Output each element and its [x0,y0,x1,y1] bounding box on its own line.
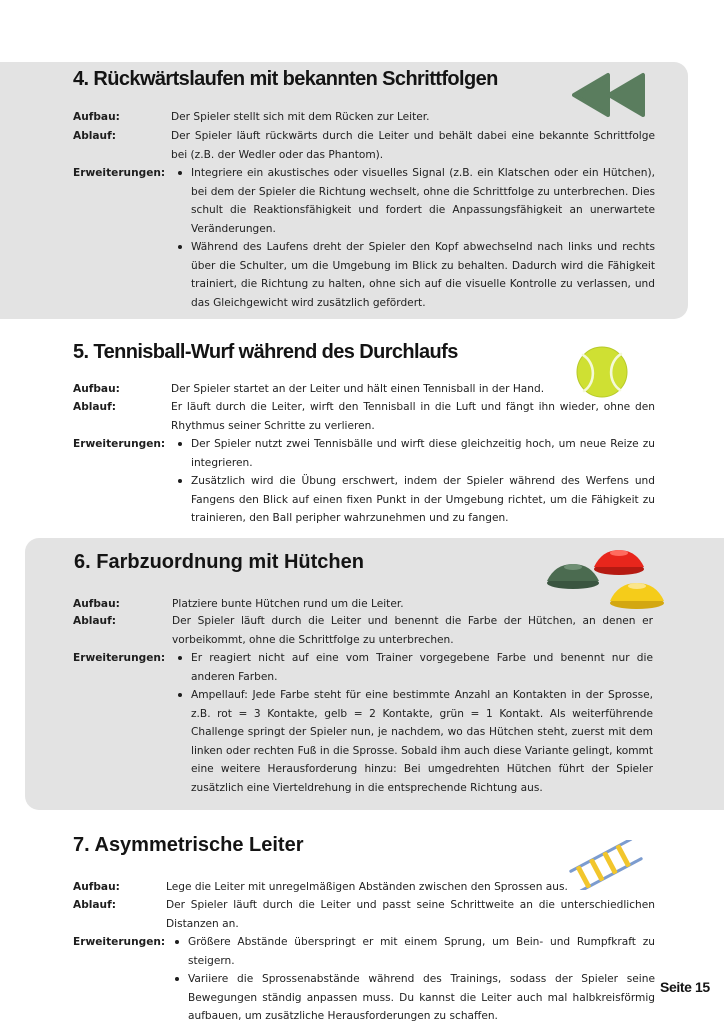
list-item: Größere Abstände überspringt er mit einem Sprung, um Bein- und Rumpfkraft zu steigern. [171,933,655,970]
list-item: Während des Laufens dreht der Spieler den Kopf abwechselnd nach links und rechts über die Schulter, um die Umgebung im Blick zu behalten. Dadurch wird die Fähigkeit trainiert, die Richtung zu halten, ohne sich auf die visuelle Kontrolle zu verlassen, und das Gleichgewicht wird zusätzlich gefördert. [174,238,655,312]
erweiterungen-list [174,435,655,528]
erweiterungen-label: Erweiterungen: [73,652,166,664]
aufbau-label: Aufbau: [73,881,120,893]
aufbau-label: Aufbau: [73,598,120,610]
erweiterungen-list [171,933,655,1026]
section-title: 6. Farbzuordnung mit Hütchen [74,551,364,573]
ablauf-text: Er läuft durch die Leiter, wirft den Tennisball in die Luft und fängt ihn wieder, ohne den Rhythmus seiner Schritte zu verlieren. [171,401,655,432]
aufbau-text: Der Spieler stellt sich mit dem Rücken zur Leiter. [171,111,430,123]
page-number: Seite 15 [660,979,710,995]
ablauf-text: Der Spieler läuft durch die Leiter und passt seine Schrittweite an die unterschiedlichen Distanzen an. [166,899,655,930]
list-item: Ampellauf: Jede Farbe steht für eine bestimmte Anzahl an Kontakten in der Sprosse, z.B. rot = 3 Kontakte, gelb = 2 Kontakte, grün = 1 Kontakt. Als weiterführende Challenge springt der Spieler nun, je nachdem, wo das Hütchen steht, zuerst mit dem linken oder rechten Fuß in die Sprosse. Sobald ihm auch diese Variante gelingt, kommt eine weitere Herausforderung hinzu: Bei umgedrehten Hütchen führt der Spieler zusätzlich eine Vierteldrehung in die entsprechende Richtung aus. [174,686,653,797]
list-item: Er reagiert nicht auf eine vom Trainer vorgegebene Farbe und benennt nur die anderen Farben. [174,649,653,686]
erweiterungen-label: Erweiterungen: [73,936,166,948]
section-4 [0,62,688,319]
erweiterungen-label: Erweiterungen: [73,438,166,450]
list-item: Integriere ein akustisches oder visuelles Signal (z.B. ein Klatschen oder ein Hütchen), bei dem der Spieler die Richtung wechselt, ohne die Schrittfolge zu unterbrechen. Dies schult die Reaktionsfähigkeit und fordert die Anpassungsfähigkeit an unerwartete Veränderungen. [174,164,655,238]
aufbau-text: Lege die Leiter mit unregelmäßigen Abständen zwischen den Sprossen aus. [166,881,568,893]
aufbau-label: Aufbau: [73,111,120,123]
ablauf-text: Der Spieler läuft rückwärts durch die Leiter und behält dabei eine bekannte Schrittfolge bei (z.B. der Wedler oder das Phantom). [171,130,655,161]
section-title: 4. Rückwärtslaufen mit bekannten Schrittfolgen [73,68,498,90]
erweiterungen-list [174,164,655,312]
list-item: Variiere die Sprossenabstände während des Trainings, sodass der Spieler seine Bewegungen ständig anpassen muss. Du kannst die Leiter auch mal halbkreisförmig aufbauen, um zusätzliche Herausforderungen zu schaffen. [171,970,655,1026]
ablauf-text: Der Spieler läuft durch die Leiter und benennt die Farbe der Hütchen, an denen er vorbeikommt, ohne die Schrittfolge zu unterbrechen. [172,615,653,646]
section-title: 7. Asymmetrische Leiter [73,834,304,856]
ablauf-label: Ablauf: [73,615,116,627]
aufbau-text: Platziere bunte Hütchen rund um die Leiter. [172,598,404,610]
list-item: Der Spieler nutzt zwei Tennisbälle und wirft diese gleichzeitig hoch, um neue Reize zu integrieren. [174,435,655,472]
section-7 [0,822,724,1022]
section-5 [0,325,724,530]
section-title: 5. Tennisball-Wurf während des Durchlaufs [73,341,458,363]
ablauf-label: Ablauf: [73,899,116,911]
list-item: Zusätzlich wird die Übung erschwert, indem der Spieler während des Werfens und Fangens den Blick auf einen fixen Punkt in der Umgebung richtet, um die Fähigkeit zu trainieren, den Ball peripher wahrzunehmen und zu fangen. [174,472,655,528]
aufbau-label: Aufbau: [73,383,120,395]
ablauf-label: Ablauf: [73,130,116,142]
erweiterungen-list [174,649,653,797]
ablauf-label: Ablauf: [73,401,116,413]
erweiterungen-label: Erweiterungen: [73,167,166,179]
aufbau-text: Der Spieler startet an der Leiter und hält einen Tennisball in der Hand. [171,383,545,395]
section-6 [25,538,724,810]
